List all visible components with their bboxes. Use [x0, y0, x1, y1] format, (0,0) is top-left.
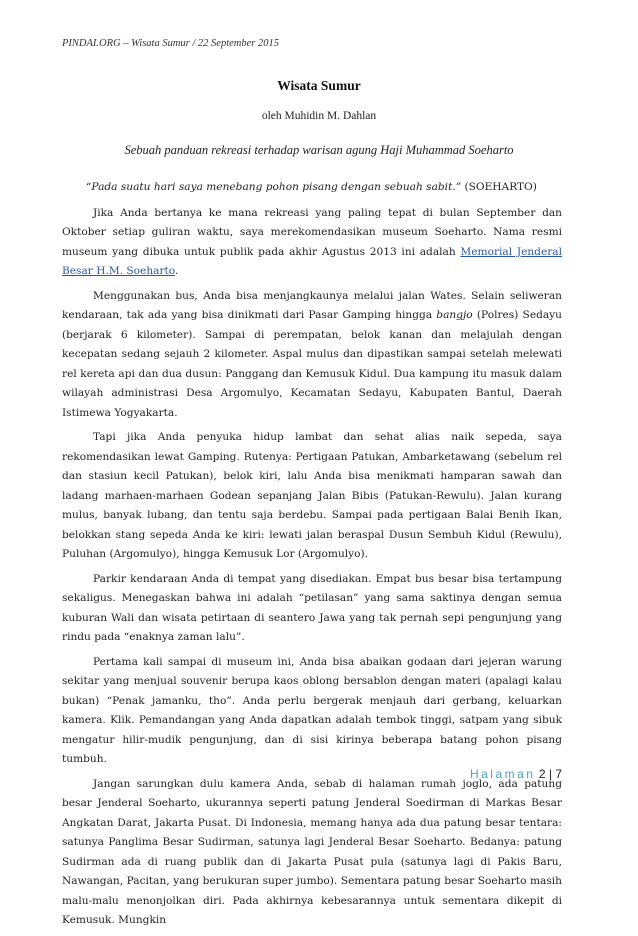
- paragraph-2: [62, 287, 562, 424]
- paragraph-1-text: Jika Anda bertanya ke mana rekreasi yang paling tepat di bulan September dan Oktober setiap guliran waktu, saya merekomendasikan museum Soeharto. Nama resmi museum yang dibuka untuk publik pada akhir Agustus 2013 ini adalah: [62, 206, 562, 258]
- paragraph-2-text: Menggunakan bus, Anda bisa menjangkaunya melalui jalan Wates. Selain seliweran kendaraan, tak ada yang bisa dinikmati dari Pasar Gamping hingga: [62, 289, 562, 321]
- article-subtitle: Sebuah panduan rekreasi terhadap warisan agung Haji Muhammad Soeharto: [124, 143, 514, 157]
- paragraph-1-end: .: [174, 265, 179, 277]
- footer-label: Halaman: [469, 767, 536, 781]
- memorial-link[interactable]: Memorial Jenderal Besar H.M. Soeharto: [62, 245, 562, 277]
- paragraph-1: [62, 204, 562, 282]
- article-author: oleh Muhidin M. Dahlan: [261, 110, 377, 122]
- epigraph-attribution: (SOEHARTO): [461, 181, 537, 193]
- paragraph-2-end: (Polres) Sedayu (berjarak 6 kilometer). Sampai di perempatan, belok kanan dan melajulah dengan kecepatan sedang sejauh 2 kilometer. Aspal mulus dan dipastikan sampai setelah melewati rel kereta api dan dua dusun: Panggang dan Kemusuk Kidul. Dua kampung itu masuk dalam wilayah administrasi Desa Argomulyo, Kecamatan Sedayu, Kabupaten Bantul, Daerah Istimewa Yogyakarta.: [62, 309, 562, 419]
- paragraph-3: Tapi jika Anda penyuka hidup lambat dan sehat alias naik sepeda, saya rekomendasikan lewat Gamping. Rutenya: Pertigaan Patukan, Ambarketawang (sebelum rel dan stasiun kecil Patukan), belok kiri, lalu Anda bisa menikmati hamparan sawah dan ladang marhaen-marhaen Godean sepanjang Jalan Bibis (Patukan-Rewulu). Jalan kurang mulus, banyak lubang, dan tentu saja berdebu. Sampai pada pertigaan Balai Benih Ikan, belokkan stang sepeda Anda ke kiri: lewati jalan beraspal Dusun Sembuh Kidul (Rewulu), Puluhan (Argomulyo), hingga Kemusuk Lor (Argomulyo).: [62, 431, 562, 560]
- epigraph: [62, 178, 562, 198]
- article-title: Wisata Sumur: [277, 78, 361, 93]
- footer-separator: |: [545, 767, 556, 781]
- paragraph-6: Jangan sarungkan dulu kamera Anda, sebab di halaman rumah joglo, ada patung besar Jenderal Soeharto, ukurannya seperti patung Jenderal Soedirman di Markas Besar Angkatan Darat, Jakarta Pusat. Di Indonesia, memang hanya ada dua patung besar tentara: satunya Panglima Besar Sudirman, satunya lagi Jenderal Besar Soeharto. Bedanya: patung Sudirman ada di ruang publik dan di Jakarta Pusat pula (satunya lagi di Pakis Baru, Nawangan, Pacitan, yang berukuran super jumbo). Sementara patung besar Soeharto masih malu-malu menonjolkan diri. Pada akhirnya kebesarannya untuk sementara dikepit di Kemusuk. Mungkin: [62, 777, 562, 926]
- page-header: PINDAI.ORG – Wisata Sumur / 22 September 2015: [62, 38, 279, 49]
- footer-total-pages: 7: [555, 767, 562, 781]
- epigraph-quote: “Pada suatu hari saya menebang pohon pisang dengan sebuah sabit.”: [86, 181, 462, 193]
- paragraph-4: Parkir kendaraan Anda di tempat yang disediakan. Empat bus besar bisa tertampung sekaligus. Menegaskan bahwa ini adalah “petilasan” yang sama saktinya dengan semua kuburan Wali dan wisata petirtaan di seantero Jawa yang tak pernah sepi pengunjung yang rindu pada “enaknya zaman lalu”.: [62, 572, 562, 643]
- paragraph-5: Pertama kali sampai di museum ini, Anda bisa abaikan godaan dari jejeran warung sekitar yang menjual souvenir berupa kaos oblong bersablon dengan materi (apalagi kalau bukan) “Penak jamanku, tho”. Anda perlu bergerak menjauh dari gerbang, keluarkan kamera. Klik. Pemandangan yang Anda dapatkan adalah tembok tinggi, satpam yang sibuk mengatur hilir-mudik pengunjung, dan di sisi kirinya beberapa batang pohon pisang tumbuh.: [62, 655, 562, 765]
- article-body: [62, 178, 562, 936]
- paragraph-2-italic: bangjo: [436, 309, 473, 321]
- footer-page-number: 2: [538, 767, 546, 781]
- page-footer: [470, 767, 562, 781]
